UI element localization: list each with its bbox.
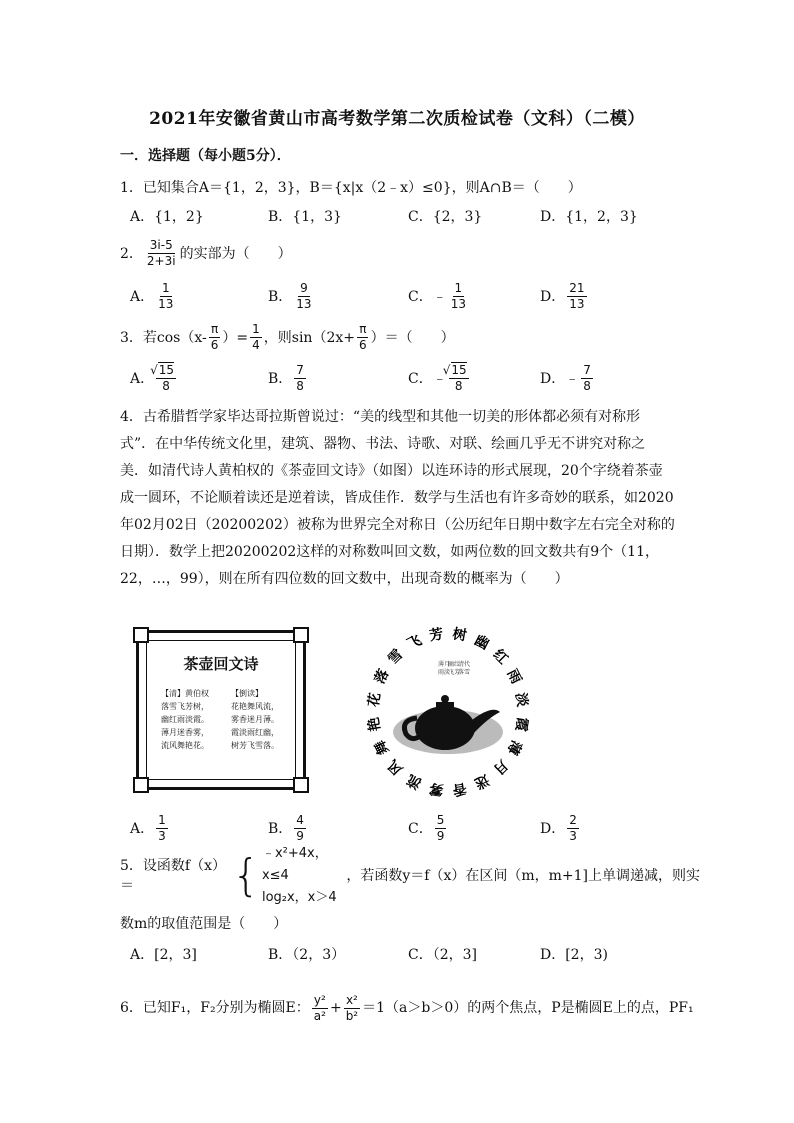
- question-3-stem: 3．若cos（x- $\frac{\pi}{6}$ ）= $\frac{1}{4}$ ，则sin（2x+ $\frac{\pi}{6}$ ）＝（ ）: [120, 322, 455, 352]
- ring-character: 迷: [471, 770, 492, 792]
- ring-character: 香: [451, 779, 468, 798]
- question-2-options: [120, 276, 700, 316]
- ring-character: 飞: [404, 632, 425, 654]
- option-b: B． $\frac{7}{8}$: [268, 362, 304, 393]
- svg-text:飞芳: 飞芳: [448, 669, 461, 676]
- piecewise-function: { ﹣x²+4x，x≤4 log₂x，x＞4: [231, 846, 337, 905]
- option-c: C． $\frac{5}{9}$: [408, 812, 445, 843]
- ring-character: 月: [489, 756, 511, 778]
- question-6-stem: 6．已知F₁，F₂分别为椭圆E： $\frac{\text{y²}}{\text{a²}}$ + $\frac{\text{x²}}{\text{b²}}$ ＝1（a＞b＞0）的两个焦点，P是椭圆E上的点，PF₁: [120, 992, 694, 1023]
- svg-text:雨淡: 雨淡: [438, 669, 451, 676]
- question-5-stem: 5．设函数f（x）＝ { ﹣x²+4x，x≤4 log₂x，x＞4 ，若函数y＝f（x）在区间（m，m+1]上单调递减，则实: [120, 852, 700, 900]
- ring-character: 霞: [512, 716, 531, 733]
- paper-title: 2021年安徽省黄山市高考数学第二次质检试卷（文科）（二模）: [149, 109, 645, 129]
- option-a: A．[2，3]: [130, 947, 197, 963]
- section-heading: 一．选择题（每小题5分）．: [120, 148, 291, 164]
- ring-character: 芳: [428, 626, 445, 645]
- option-a: A． $\frac{1}{13}$: [130, 280, 174, 311]
- question-text: 的实部为（ ）: [179, 245, 292, 262]
- option-a: A．{1，2}: [130, 209, 204, 225]
- svg-text:落雪: 落雪: [458, 669, 471, 676]
- ring-character: 树: [451, 626, 468, 645]
- option-d: D．[2，3): [540, 947, 608, 963]
- question-5-line2: 数m的取值范围是（ ）: [120, 916, 288, 932]
- svg-text:薄月: 薄月: [438, 661, 451, 668]
- poem-figure: [136, 630, 306, 790]
- ring-character: 雨: [503, 666, 525, 687]
- option-d: D．{1，2，3}: [540, 209, 638, 225]
- poem-reverse: 【倒读】 花艳舞风流， 雾香迷月薄。 霞淡雨红幽， 树芳飞雪落。: [231, 689, 279, 750]
- option-b: B． $\frac{4}{9}$: [268, 812, 304, 843]
- option-c: C．﹣ √ $\frac{15}{8}$: [408, 358, 471, 398]
- ring-character: 雪: [385, 646, 407, 668]
- option-a: A． $\frac{1}{3}$: [130, 812, 166, 843]
- option-d: D．﹣ $\frac{7}{8}$: [540, 362, 591, 393]
- ring-character: 风: [385, 756, 407, 778]
- option-d: D． $\frac{21}{13}$: [540, 280, 585, 311]
- ring-character: 幽: [471, 632, 492, 654]
- ring-character: 雾: [428, 779, 445, 798]
- option-c: C．﹣ $\frac{1}{13}$: [408, 280, 466, 311]
- option-b: B． $\frac{9}{13}$: [268, 280, 312, 311]
- ring-character: 落: [371, 666, 393, 687]
- ring-character: 淡: [512, 691, 531, 708]
- fraction: [145, 238, 178, 269]
- ring-character: 红: [489, 646, 511, 668]
- question-1-stem: 1．已知集合A＝{1，2，3}，B＝{x|x（2﹣x）≤0}，则A∩B＝（ ）: [120, 180, 582, 196]
- option-d: D． $\frac{2}{3}$: [540, 812, 577, 843]
- question-number: 2．: [120, 245, 143, 262]
- question-2-stem: [120, 238, 690, 269]
- teapot-icon: [415, 706, 475, 750]
- ring-character: 薄: [503, 737, 525, 758]
- poem-forward: 【清】黄伯权 落雪飞芳树， 幽红雨淡霞。 薄月迷香雾， 流风舞艳花。: [161, 689, 209, 750]
- ring-character: 花: [365, 691, 384, 708]
- question-5-options: [120, 934, 700, 974]
- option-a: A． √ $\frac{15}{8}$: [130, 358, 178, 398]
- option-b: B．{1，3}: [268, 209, 342, 225]
- inner-poem-text: [438, 660, 470, 676]
- ring-character: 艳: [365, 716, 384, 733]
- question-4-stem: 4．古希腊哲学家毕达哥拉斯曾说过：“美的线型和其他一切美的形体都必须有对称形 式”．在中华传统文化里，建筑、器物、书法、诗歌、对联、绘画几乎无不讲究对称之 美．如清代诗人黄柏权的《茶壶回文诗》（如图）以连环诗的形式展现，20个字绕着茶壶 成一圆环，不论顺着读还是逆着读，皆成佳作．数学与生活也有许多奇妙的联系，如2020 年02月02日（20200202）被称为世界完全对称日（公历纪年日期中数字左右完全对称的 日期）．数学上把20200202这样的对称数叫回文数，如两位数的回文数共有9个（11， 22，…，99），则在所有四位数的回文数中，出现奇数的概率为（ ）: [120, 409, 675, 587]
- question-1-options: [120, 196, 700, 236]
- svg-text:幽红: 幽红: [448, 661, 461, 668]
- ring-character: 舞: [371, 737, 393, 758]
- option-c: C．{2，3}: [408, 209, 483, 225]
- teapot-ring-figure: [360, 620, 535, 800]
- svg-text:清代: 清代: [458, 661, 471, 668]
- question-4-options: [120, 808, 700, 848]
- option-c: C．（2，3]: [408, 947, 477, 963]
- ring-character: 流: [404, 770, 425, 792]
- question-3-options: [120, 358, 700, 398]
- denominator: 2+3i: [146, 254, 176, 268]
- numerator: 3i-5: [149, 238, 173, 252]
- poem-title: 茶壶回文诗: [183, 655, 259, 673]
- option-b: B．（2，3）: [268, 947, 346, 963]
